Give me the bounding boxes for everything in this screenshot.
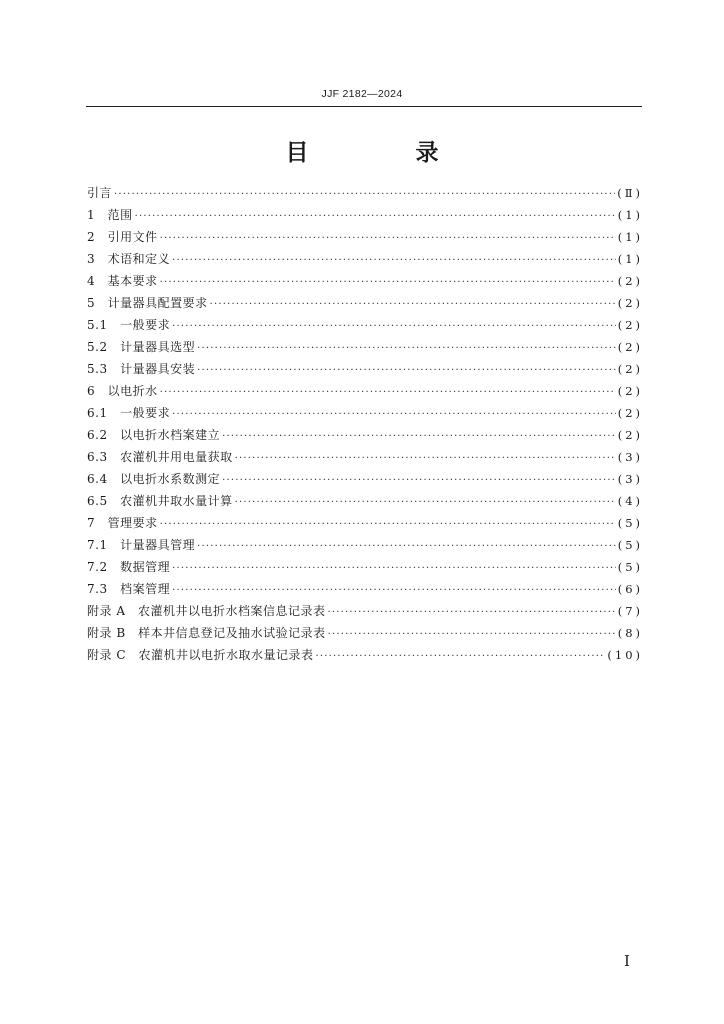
- toc-entry-7-1[interactable]: [87, 534, 643, 556]
- toc-entry-6[interactable]: [87, 380, 643, 402]
- toc-dot-leader: [197, 360, 616, 382]
- toc-entry-label: 6.3 农灌机井用电量获取: [87, 450, 233, 464]
- toc-entry-appendix-a[interactable]: [87, 600, 643, 622]
- toc-entry-label: 1 范围: [87, 208, 133, 222]
- toc-entry-label: 7.1 计量器具管理: [87, 538, 196, 552]
- toc-entry-page: (3): [617, 472, 643, 486]
- toc-entry-7[interactable]: [87, 512, 643, 534]
- toc-entry-label: 5 计量器具配置要求: [87, 296, 208, 310]
- header-divider: [86, 106, 642, 107]
- document-code: JJF 2182—2024: [321, 88, 403, 100]
- toc-dot-leader: [172, 404, 616, 426]
- toc-entry-page: (2): [617, 340, 643, 354]
- toc-entry-label: 5.1 一般要求: [87, 318, 171, 332]
- toc-entry-page: (5): [617, 538, 643, 552]
- toc-entry-label: 引言: [87, 186, 113, 200]
- toc-entry-page: (1): [617, 252, 643, 266]
- toc-dot-leader: [328, 624, 616, 646]
- toc-entry-label: 附录 C 农灌机井以电折水取水量记录表: [87, 648, 314, 662]
- toc-entry-page: (10): [607, 648, 643, 662]
- toc-entry-label: 7.2 数据管理: [87, 560, 171, 574]
- toc-entry-label: 6 以电折水: [87, 384, 158, 398]
- toc-entry-label: 5.2 计量器具选型: [87, 340, 196, 354]
- toc-entry-page: (2): [617, 318, 643, 332]
- toc-entry-page: (7): [617, 604, 643, 618]
- toc-entry-page: (2): [617, 428, 643, 442]
- toc-entry-appendix-b[interactable]: [87, 622, 643, 644]
- toc-entry-5-3[interactable]: [87, 358, 643, 380]
- toc-entry-page: (5): [617, 516, 643, 530]
- toc-dot-leader: [222, 470, 616, 492]
- toc-entry-2[interactable]: [87, 226, 643, 248]
- page-number: I: [624, 952, 630, 970]
- toc-entry-page: (3): [617, 450, 643, 464]
- toc-entry-label: 2 引用文件: [87, 230, 158, 244]
- toc-dot-leader: [160, 382, 616, 404]
- toc-dot-leader: [172, 250, 616, 272]
- toc-entry-5[interactable]: [87, 292, 643, 314]
- toc-entry-label: 7 管理要求: [87, 516, 158, 530]
- toc-dot-leader: [316, 646, 606, 668]
- toc-dot-leader: [160, 272, 616, 294]
- toc-entry-page: (2): [617, 296, 643, 310]
- toc-entry-label: 6.2 以电折水档案建立: [87, 428, 221, 442]
- toc-entry-label: 6.1 一般要求: [87, 406, 171, 420]
- toc-entry-label: 6.4 以电折水系数测定: [87, 472, 221, 486]
- toc-entry-4[interactable]: [87, 270, 643, 292]
- toc-entry-label: 3 术语和定义: [87, 252, 171, 266]
- toc-entry-page: (Ⅱ): [617, 186, 643, 200]
- toc-dot-leader: [210, 294, 616, 316]
- toc-dot-leader: [327, 602, 615, 624]
- toc-entry-page: (1): [617, 208, 643, 222]
- toc-entry-page: (1): [617, 230, 643, 244]
- toc-dot-leader: [172, 558, 616, 580]
- toc-entry-page: (5): [617, 560, 643, 574]
- toc-entry-5-1[interactable]: [87, 314, 643, 336]
- toc-entry-label: 附录 A 农灌机井以电折水档案信息记录表: [87, 604, 326, 618]
- toc-entry-page: (2): [617, 384, 643, 398]
- toc-entry-7-2[interactable]: [87, 556, 643, 578]
- toc-entry-page: (8): [617, 626, 643, 640]
- toc-entry-7-3[interactable]: [87, 578, 643, 600]
- toc-entry-label: 4 基本要求: [87, 274, 158, 288]
- table-of-contents: [87, 182, 643, 666]
- page-title: 目 录: [285, 140, 481, 166]
- toc-entry-page: (4): [617, 494, 643, 508]
- toc-entry-6-5[interactable]: [87, 490, 643, 512]
- toc-dot-leader: [197, 536, 616, 558]
- toc-entry-3[interactable]: [87, 248, 643, 270]
- toc-entry-label: 6.5 农灌机井取水量计算: [87, 494, 233, 508]
- toc-dot-leader: [160, 514, 616, 536]
- toc-entry-6-1[interactable]: [87, 402, 643, 424]
- toc-dot-leader: [172, 316, 616, 338]
- toc-entry-label: 7.3 档案管理: [87, 582, 171, 596]
- toc-entry-6-4[interactable]: [87, 468, 643, 490]
- toc-dot-leader: [172, 580, 616, 602]
- toc-entry-label: 5.3 计量器具安装: [87, 362, 196, 376]
- toc-entry-6-3[interactable]: [87, 446, 643, 468]
- toc-dot-leader: [197, 338, 616, 360]
- toc-entry-6-2[interactable]: [87, 424, 643, 446]
- toc-entry-label: 附录 B 样本井信息登记及抽水试验记录表: [87, 626, 326, 640]
- toc-entry-appendix-c[interactable]: [87, 644, 643, 666]
- toc-dot-leader: [235, 448, 616, 470]
- toc-entry-page: (2): [617, 274, 643, 288]
- toc-dot-leader: [160, 228, 616, 250]
- toc-entry-5-2[interactable]: [87, 336, 643, 358]
- toc-entry-page: (6): [617, 582, 643, 596]
- toc-entry-1[interactable]: [87, 204, 643, 226]
- toc-dot-leader: [222, 426, 616, 448]
- toc-entry-page: (2): [617, 362, 643, 376]
- toc-dot-leader: [135, 206, 616, 228]
- toc-entry-page: (2): [617, 406, 643, 420]
- toc-dot-leader: [114, 184, 615, 206]
- toc-entry-foreword[interactable]: [87, 182, 643, 204]
- toc-dot-leader: [235, 492, 616, 514]
